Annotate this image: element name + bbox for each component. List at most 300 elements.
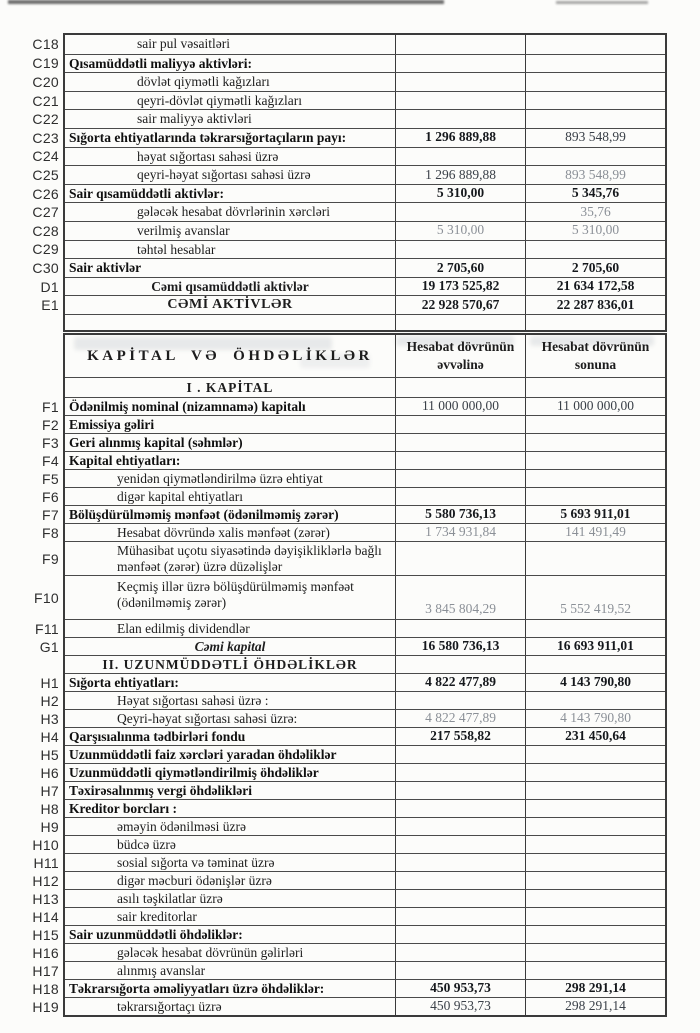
period-end-value: 4 143 790,80 <box>560 674 631 690</box>
table-row <box>32 258 665 277</box>
row-label-cell <box>65 315 395 330</box>
row-label: təhtəl hesablar <box>137 241 216 257</box>
row-code: C27 <box>32 204 59 221</box>
period-end-value-cell <box>525 92 665 110</box>
row-label-cell <box>65 296 395 314</box>
period-end-value-cell <box>525 656 665 673</box>
row-label: Sair uzunmüddətli öhdəliklər: <box>69 926 243 942</box>
row-label: yenidən qiymətləndirilmə üzrə ehtiyat <box>117 470 323 486</box>
row-label-cell <box>65 620 395 637</box>
row-label: həyat sığortası sahəsi üzrə <box>137 148 279 164</box>
row-label: CƏMİ AKTİVLƏR <box>167 296 293 312</box>
row-label-cell <box>65 576 395 619</box>
period-end-value-cell <box>525 962 665 979</box>
period-start-value-cell <box>395 148 525 166</box>
period-start-value: 5 310,00 <box>436 222 485 238</box>
row-label: Hesabat dövründə xalis mənfəət (zərər) <box>117 524 330 540</box>
period-start-value: 217 558,82 <box>430 728 491 744</box>
period-end-value-cell <box>525 980 665 997</box>
period-start-value-cell <box>395 92 525 110</box>
row-code: F11 <box>35 620 59 637</box>
row-code: H6 <box>40 764 59 781</box>
period-end-value-cell <box>525 110 665 128</box>
period-start-value-cell <box>395 818 525 835</box>
row-label-cell <box>65 782 395 799</box>
period-end-value-cell <box>525 35 665 54</box>
period-end-value-cell <box>525 872 665 889</box>
row-code: F9 <box>42 550 59 567</box>
period-end-value-cell <box>525 73 665 91</box>
row-label: Geri alınmış kapital (səhmlər) <box>69 434 243 450</box>
row-label: Təkrarsığorta əməliyyatları üzrə öhdəliklər: <box>69 980 325 996</box>
row-label-cell <box>65 259 395 277</box>
table-row <box>65 377 665 397</box>
period-end-value-cell <box>525 998 665 1015</box>
table-row <box>32 221 665 240</box>
row-code: H14 <box>32 908 59 925</box>
period-start-value: 2 705,60 <box>436 259 485 275</box>
table-row <box>65 655 665 673</box>
period-start-value: 4 822 477,89 <box>425 674 496 690</box>
period-start-value-cell <box>395 836 525 853</box>
row-label-cell <box>65 203 395 221</box>
period-end-value-cell <box>525 452 665 469</box>
period-end-value-cell <box>525 620 665 637</box>
table-row <box>32 128 665 147</box>
period-end-value-cell <box>525 710 665 727</box>
row-label: Sair qısamüddətli aktivlər: <box>69 185 225 201</box>
row-label: Elan edilmiş dividendlər <box>117 620 250 636</box>
table-row <box>32 54 665 73</box>
row-code: H9 <box>40 818 59 835</box>
period-end-value: 298 291,14 <box>565 980 626 996</box>
row-label: alınmış avanslar <box>117 962 206 978</box>
period-start-value-cell <box>395 488 525 505</box>
period-end-value-cell <box>525 908 665 925</box>
row-code: E1 <box>41 297 59 314</box>
period-end-value-cell <box>525 148 665 166</box>
row-code: F7 <box>42 506 59 523</box>
table-row <box>35 619 665 637</box>
row-label-cell <box>65 944 395 961</box>
period-end-value-cell <box>525 222 665 240</box>
period-end-value: 893 548,99 <box>565 166 626 182</box>
period-start-value-cell <box>395 908 525 925</box>
period-start-value-cell <box>395 764 525 781</box>
period-end-value-cell <box>525 506 665 523</box>
period-start-value-cell <box>395 728 525 745</box>
row-code: C30 <box>32 259 59 276</box>
period-end-value-cell <box>525 378 665 397</box>
row-code: C23 <box>32 129 59 146</box>
period-start-value-cell <box>395 203 525 221</box>
row-label: sair pul vəsaitləri <box>137 36 230 52</box>
table-row <box>32 889 665 907</box>
row-label-cell <box>65 129 395 147</box>
period-start-value-cell <box>395 315 525 330</box>
period-end-value-cell <box>525 926 665 943</box>
period-start-value-cell <box>395 185 525 203</box>
period-end-value-cell <box>525 470 665 487</box>
table-row <box>32 979 665 997</box>
table-row <box>40 277 665 296</box>
period-end-value: 5 310,00 <box>571 222 620 238</box>
table-row <box>32 961 665 979</box>
table-row <box>41 295 665 314</box>
period-end-value-cell <box>525 890 665 907</box>
period-start-value-cell <box>395 398 525 415</box>
table-row <box>32 109 665 128</box>
period-start-header-cell <box>395 335 525 377</box>
row-code: H19 <box>32 998 59 1015</box>
period-start-value-cell <box>395 470 525 487</box>
row-code: H8 <box>40 800 59 817</box>
row-label-cell <box>65 998 395 1015</box>
row-label-cell <box>65 818 395 835</box>
table-row <box>32 925 665 943</box>
row-code: F1 <box>42 398 59 415</box>
period-end-value-cell <box>525 259 665 277</box>
row-label: Təxirəsalınmış vergi öhdəlikləri <box>69 782 252 798</box>
period-start-value-cell <box>395 854 525 871</box>
row-label: verilmiş avanslar <box>137 222 230 238</box>
period-start-value-cell <box>395 452 525 469</box>
period-end-value-cell <box>525 944 665 961</box>
row-code: H11 <box>33 854 59 871</box>
period-end-value-cell <box>525 278 665 296</box>
row-code: C25 <box>32 166 59 183</box>
period-end-value-cell <box>525 129 665 147</box>
table-header-row <box>65 335 665 377</box>
table-row <box>40 817 665 835</box>
row-label-cell <box>65 241 395 259</box>
period-end-value-cell <box>525 542 665 575</box>
table-row <box>32 35 665 54</box>
row-label: təkrarsığortaçı üzrə <box>117 998 222 1014</box>
period-start-value: 1 296 889,88 <box>425 129 496 145</box>
table-row <box>40 799 665 817</box>
row-label: Qeyri-həyat sığortası sahəsi üzrə: <box>117 710 298 726</box>
table-row <box>39 637 665 655</box>
period-start-value-cell <box>395 998 525 1015</box>
row-label: Qısamüddətli maliyyə aktivləri: <box>69 55 252 71</box>
period-end-value-cell <box>525 241 665 259</box>
period-start-value-cell <box>395 782 525 799</box>
period-end-value-cell <box>525 764 665 781</box>
period-end-value-cell <box>525 524 665 541</box>
period-end-value: 11 000 000,00 <box>556 398 635 414</box>
row-code: H5 <box>40 746 59 763</box>
period-end-value: 298 291,14 <box>565 998 626 1014</box>
row-label: Sığorta ehtiyatlarında təkrarsığortaçıların payı: <box>69 129 347 145</box>
row-code: C24 <box>32 148 59 165</box>
row-label: qeyri-dövlət qiymətli kağızları <box>137 92 302 108</box>
table-row <box>32 184 665 203</box>
period-start-value-cell <box>395 73 525 91</box>
period-start-value-cell <box>395 278 525 296</box>
period-start-value: 19 173 525,82 <box>421 278 500 294</box>
row-label-cell <box>65 488 395 505</box>
table-row <box>40 709 665 727</box>
row-code: H3 <box>40 710 59 727</box>
period-start-value-cell <box>395 890 525 907</box>
row-label-cell <box>65 222 395 240</box>
row-label-cell <box>65 110 395 128</box>
row-label-cell <box>65 908 395 925</box>
row-label: Sair aktivlər <box>69 260 142 276</box>
table-row <box>32 147 665 166</box>
period-end-value: 2 705,60 <box>571 259 620 275</box>
table-row <box>40 745 665 763</box>
row-code: F8 <box>42 524 59 541</box>
period-end-value-cell <box>525 166 665 184</box>
period-end-value-cell <box>525 692 665 709</box>
row-code: C28 <box>32 222 59 239</box>
row-code: F4 <box>42 452 59 469</box>
table-row <box>42 433 665 451</box>
table-row <box>42 397 665 415</box>
period-start-value: 5 580 736,13 <box>425 506 496 522</box>
row-label-cell <box>65 710 395 727</box>
period-end-value-cell <box>525 203 665 221</box>
row-code: C29 <box>32 241 59 258</box>
period-start-value: 450 953,73 <box>430 998 491 1014</box>
table-row <box>32 871 665 889</box>
table-row <box>42 505 665 523</box>
row-label: Uzunmüddətli faiz xərcləri yaradan öhdəliklər <box>69 746 337 762</box>
period-start-value-cell <box>395 222 525 240</box>
row-label: II. UZUNMÜDDƏTLİ ÖHDƏLİKLƏR <box>102 656 358 672</box>
row-label: gələcək hesabat dövrünün gəlirləri <box>117 944 304 960</box>
row-label-cell <box>65 148 395 166</box>
period-start-value: 1 734 931,84 <box>425 524 496 540</box>
scan-artifact <box>8 0 444 4</box>
row-label: qeyri-həyat sığortası sahəsi üzrə <box>137 167 311 183</box>
period-start-value-cell <box>395 55 525 73</box>
row-label: gələcək hesabat dövrlərinin xərcləri <box>137 204 331 220</box>
row-code: F10 <box>33 589 59 606</box>
period-end-value-cell <box>525 185 665 203</box>
period-start-value-cell <box>395 962 525 979</box>
row-code: H16 <box>32 944 59 961</box>
row-code: C19 <box>32 55 59 72</box>
period-start-value-cell <box>395 692 525 709</box>
period-start-value-cell <box>395 506 525 523</box>
period-end-value: 231 450,64 <box>565 728 626 744</box>
period-end-value-cell <box>525 818 665 835</box>
period-end-value: 5 552 419,52 <box>560 601 631 617</box>
period-end-value-cell <box>525 296 665 314</box>
period-start-value-cell <box>395 542 525 575</box>
row-label: sair maliyyə aktivləri <box>137 111 252 127</box>
row-label-cell <box>65 278 395 296</box>
period-end-value-cell <box>525 746 665 763</box>
row-label-cell <box>65 166 395 184</box>
row-label-cell <box>65 962 395 979</box>
row-label-cell <box>65 398 395 415</box>
period-start-value-cell <box>395 378 525 397</box>
period-start-value: 450 953,73 <box>430 980 491 996</box>
row-code: F2 <box>42 416 59 433</box>
period-start-value-cell <box>395 110 525 128</box>
period-start-value-cell <box>395 241 525 259</box>
period-end-value: 4 143 790,80 <box>560 710 631 726</box>
period-start-value-cell <box>395 944 525 961</box>
period-start-value: 22 928 570,67 <box>421 296 500 312</box>
row-label-cell <box>65 926 395 943</box>
period-end-value: 5 345,76 <box>571 185 620 201</box>
row-code: H12 <box>32 872 59 889</box>
table-row <box>42 523 665 541</box>
period-end-value-cell <box>525 782 665 799</box>
row-label: Mühasibat uçotu siyasətində dəyişikliklərlə bağlı mənfəət (zərər) üzrə düzəlişlər <box>117 542 382 574</box>
period-end-value: 893 548,99 <box>565 129 626 145</box>
table-row <box>32 907 665 925</box>
period-end-header-cell <box>525 335 665 377</box>
row-label-cell <box>65 800 395 817</box>
table-row <box>65 314 665 330</box>
table-row <box>32 72 665 91</box>
period-start-value-cell <box>395 35 525 54</box>
row-label-cell <box>65 980 395 997</box>
period-start-value-cell <box>395 166 525 184</box>
table-row <box>40 763 665 781</box>
row-label-cell <box>65 434 395 451</box>
period-end-value-cell <box>525 638 665 655</box>
row-label-cell <box>65 854 395 871</box>
period-start-value-cell <box>395 872 525 889</box>
period-start-value: 1 296 889,88 <box>425 166 496 182</box>
period-start-value: 5 310,00 <box>436 185 485 201</box>
row-label: Bölüşdürülməmiş mənfəət (ödənilməmiş zərər) <box>69 506 339 522</box>
period-end-value-cell <box>525 728 665 745</box>
row-label-cell <box>65 524 395 541</box>
period-start-value-cell <box>395 524 525 541</box>
row-label-cell <box>65 378 395 397</box>
row-code: H13 <box>32 890 59 907</box>
period-start-value-cell <box>395 674 525 691</box>
period-end-value-cell <box>525 488 665 505</box>
period-start-value-cell <box>395 656 525 673</box>
row-label-cell <box>65 92 395 110</box>
table-row <box>32 943 665 961</box>
table-row <box>33 575 665 619</box>
period-start-value-cell <box>395 926 525 943</box>
period-end-value: 16 693 911,01 <box>557 638 634 654</box>
row-code: D1 <box>40 278 59 295</box>
row-label: Cəmi qısamüddətli aktivlər <box>151 278 309 294</box>
table-row <box>42 541 665 575</box>
scan-artifact <box>556 1 648 4</box>
table-row <box>42 469 665 487</box>
row-label-cell <box>65 35 395 54</box>
row-label: büdcə üzrə <box>117 836 176 852</box>
row-label: digər məcburi ödənişlər üzrə <box>117 872 272 888</box>
period-start-value-cell <box>395 434 525 451</box>
period-end-value-cell <box>525 434 665 451</box>
row-label: dövlət qiymətli kağızları <box>137 74 270 90</box>
period-end-value-cell <box>525 576 665 619</box>
period-start-value-cell <box>395 129 525 147</box>
row-code: H15 <box>32 926 59 943</box>
period-end-value-cell <box>525 315 665 330</box>
row-label: Ödənilmiş nominal (nizamnamə) kapitalı <box>69 398 306 414</box>
row-code: C22 <box>32 111 59 128</box>
row-label-cell <box>65 890 395 907</box>
period-start-value-cell <box>395 576 525 619</box>
row-label: Qarşısıalınma tədbirləri fondu <box>69 728 246 744</box>
period-end-value-cell <box>525 398 665 415</box>
row-code: G1 <box>39 638 59 655</box>
period-end-value-cell <box>525 836 665 853</box>
capital-liabilities-title: KAPİTAL VƏ ÖHDƏLİKLƏR <box>87 347 373 364</box>
row-label: asılı təşkilatlar üzrə <box>117 890 223 906</box>
row-label: sair kreditorlar <box>117 908 197 924</box>
table-title-cell <box>65 335 395 377</box>
row-code: H4 <box>40 728 59 745</box>
row-label-cell <box>65 692 395 709</box>
row-label-cell <box>65 73 395 91</box>
row-label-cell <box>65 452 395 469</box>
table-row <box>40 727 665 745</box>
row-label: sosial sığorta və təminat üzrə <box>117 854 275 870</box>
period-start-value-cell <box>395 296 525 314</box>
period-end-value: 35,76 <box>580 203 611 219</box>
period-end-value-cell <box>525 55 665 73</box>
row-code: C26 <box>32 185 59 202</box>
row-label: Cəmi kapital <box>194 638 266 654</box>
table-row <box>32 997 665 1015</box>
period-end-value: 21 634 172,58 <box>556 278 635 294</box>
row-label: Həyat sığortası sahəsi üzrə : <box>117 692 269 708</box>
row-label-cell <box>65 728 395 745</box>
row-label: Sığorta ehtiyatları: <box>69 674 179 690</box>
period-end-value-cell <box>525 854 665 871</box>
row-label-cell <box>65 836 395 853</box>
row-label: I . KAPİTAL <box>186 379 274 395</box>
row-code: F3 <box>42 434 59 451</box>
period-start-value: 3 845 804,29 <box>425 601 496 617</box>
row-label: Uzunmüddətli qiymətləndirilmiş öhdəliklər <box>69 764 319 780</box>
period-start-value-cell <box>395 638 525 655</box>
row-label-cell <box>65 506 395 523</box>
table-row <box>40 781 665 799</box>
table-row <box>40 691 665 709</box>
period-end-header: Hesabat dövrünün sonuna <box>541 339 650 372</box>
period-start-value: 11 000 000,00 <box>421 398 500 414</box>
period-start-value-cell <box>395 800 525 817</box>
row-code: F5 <box>42 470 59 487</box>
period-end-value: 22 287 836,01 <box>556 296 635 312</box>
row-code: H18 <box>32 980 59 997</box>
row-label: Kreditor borcları : <box>69 800 177 816</box>
row-label: Emissiya gəliri <box>69 416 155 432</box>
table-row <box>42 451 665 469</box>
period-start-value-cell <box>395 620 525 637</box>
table-row <box>42 415 665 433</box>
table-row <box>32 91 665 110</box>
row-label-cell <box>65 185 395 203</box>
table-row <box>40 673 665 691</box>
period-end-value-cell <box>525 800 665 817</box>
row-label-cell <box>65 55 395 73</box>
row-code: C20 <box>32 73 59 90</box>
row-label-cell <box>65 416 395 433</box>
table-row <box>32 240 665 259</box>
row-label-cell <box>65 764 395 781</box>
row-code: H2 <box>40 692 59 709</box>
row-code: H10 <box>32 836 59 853</box>
